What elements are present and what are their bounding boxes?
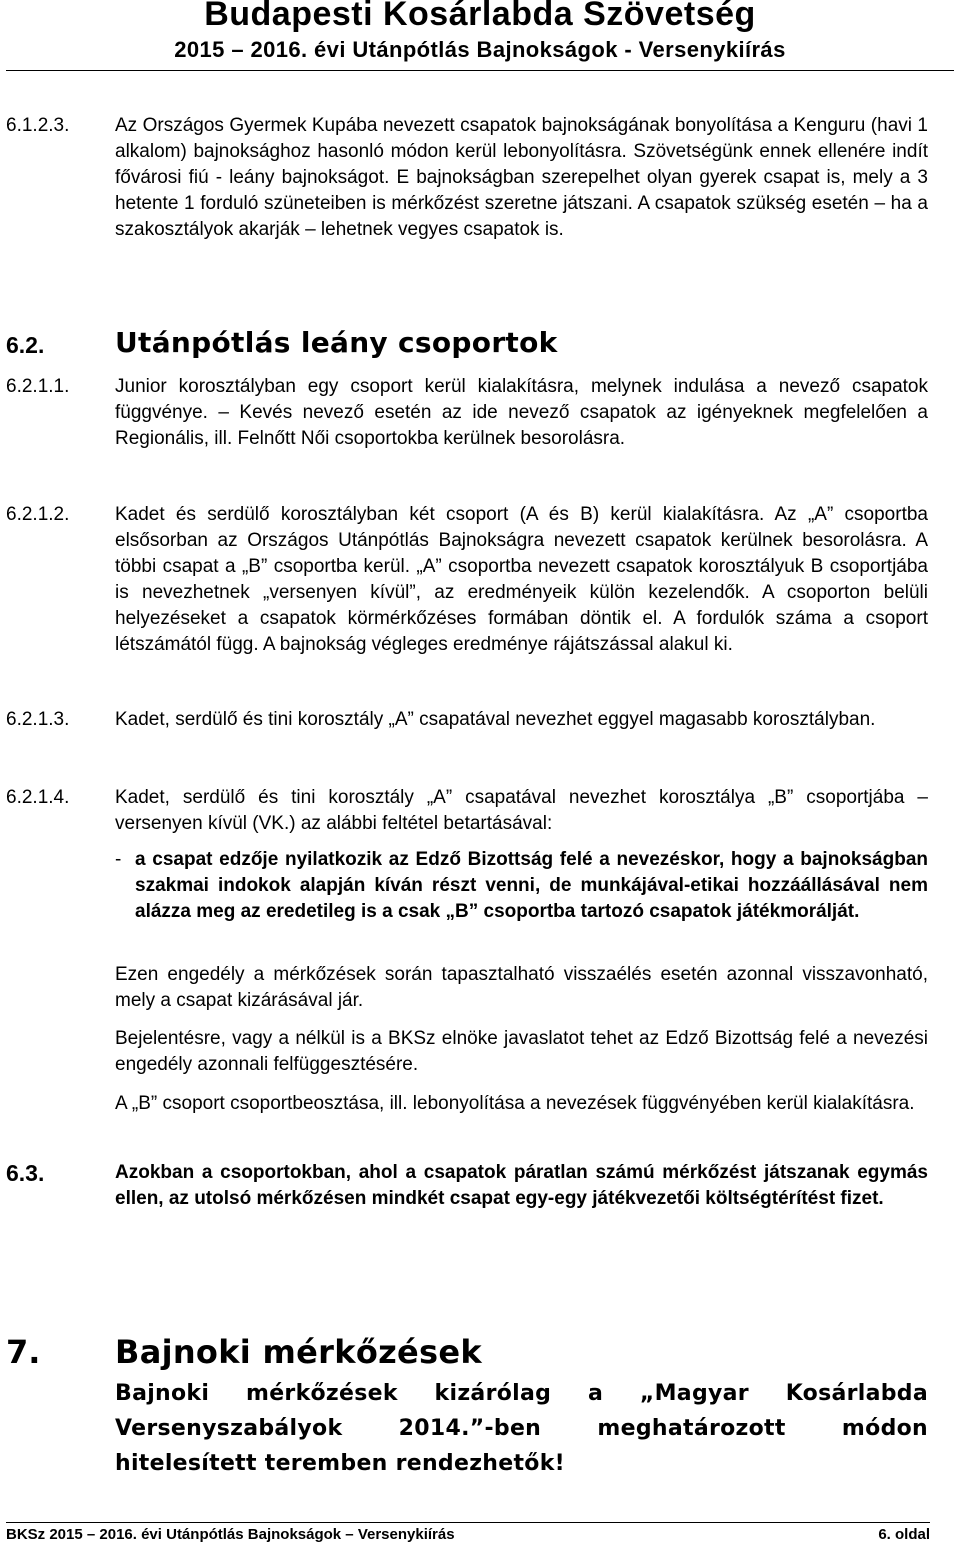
paragraph-group-b: A „B” csoport csoportbeosztása, ill. lebonyolítása a nevezések függvényében kerül kialakításra. xyxy=(115,1093,915,1114)
footer-page-number: 6. oldal xyxy=(878,1526,930,1543)
section-number-6123: 6.1.2.3. xyxy=(6,115,70,136)
section-text-6211: Junior korosztályban egy csoport kerül kialakításra, melynek indulása a nevező csapatok függvénye. – Kevés nevező esetén az ide nevező csapatok az igényeknek megfelelően a Regionális, ill. Felnőtt Női csoportokba kerülnek besorolásra. xyxy=(115,376,928,449)
condition-bullet: - xyxy=(115,849,122,870)
section-number-7: 7. xyxy=(6,1333,41,1371)
footer-divider xyxy=(6,1522,930,1523)
header-subtitle: 2015 – 2016. évi Utánpótlás Bajnokságok - Versenykiírás xyxy=(174,37,786,62)
section-number-6213: 6.2.1.3. xyxy=(6,709,70,730)
section-number-6214: 6.2.1.4. xyxy=(6,787,70,808)
footer-left: BKSz 2015 – 2016. évi Utánpótlás Bajnokságok – Versenykiírás xyxy=(6,1526,455,1543)
section-number-62: 6.2. xyxy=(6,332,45,358)
section-title-62: Utánpótlás leány csoportok xyxy=(115,326,558,359)
section-number-63: 6.3. xyxy=(6,1160,45,1186)
condition-text: a csapat edzője nyilatkozik az Edző Bizottság felé a nevezéskor, hogy a bajnokságban szakmai indokok alapján kíván részt venni, de munkájával-etikai hozzáállásával nem alázza meg az eredetileg is a csak „B” csoportba tartozó csapatok játékmorálját. xyxy=(135,849,928,922)
section-text-6212: Kadet és serdülő korosztályban két csoport (A és B) kerül kialakításra. Az „A” csoportba elsősorban az Országos Utánpótlás Bajnokságra nevezett csapatok kerülnek besorolásra. A többi csapat a „B” csoportba kerül. „A” csoportba nevezett csapatok korosztályuk B csoportjába is nevezhetnek „versenyen kívül”, az eredményeik külön kezelendők. A csoporton belüli helyezéseket a csapatok körmérkőzéses formában döntik el. A fordulók száma a csoport létszámától függ. A bajnokság végleges eredménye rájátszással alakul ki. xyxy=(115,504,928,655)
section-text-6214: Kadet, serdülő és tini korosztály „A” csapatával nevezhet korosztálya „B” csoportjába – versenyen kívül (VK.) az alábbi feltétel betartásával: xyxy=(115,787,928,834)
section-number-6211: 6.2.1.1. xyxy=(6,376,70,397)
section-text-63: Azokban a csoportokban, ahol a csapatok páratlan számú mérkőzést játszanak egymás ellen, az utolsó mérkőzésen mindkét csapat egy-egy játékvezetői költségtérítést fizet. xyxy=(115,1162,928,1209)
section-text-6123: Az Országos Gyermek Kupába nevezett csapatok bajnokságának bonyolítása a Kenguru (havi 1 alkalom) bajnoksághoz hasonló módon kerül lebonyolításra. Szövetségünk ennek ellenére indít fővárosi fiú - leány bajnokságot. E bajnokságban szerepelhet olyan gyerek csapat is, mely a 3 hetente 1 forduló szüneteiben is mérkőzést szeretne játszani. A csapatok szükség esetén – ha a szakosztályok akarják – lehetnek vegyes csapatok is. xyxy=(115,115,928,240)
section-number-6212: 6.2.1.2. xyxy=(6,504,70,525)
section-text-6213: Kadet, serdülő és tini korosztály „A” csapatával nevezhet eggyel magasabb korosztályban. xyxy=(115,709,876,730)
header-divider xyxy=(6,70,954,71)
section-title-7: Bajnoki mérkőzések xyxy=(115,1333,482,1371)
header-title: Budapesti Kosárlabda Szövetség xyxy=(204,0,756,33)
section-text-7: Bajnoki mérkőzések kizárólag a „Magyar Kosárlabda Versenyszabályok 2014.”-ben meghatározott módon hitelesített teremben rendezhetők! xyxy=(115,1381,928,1476)
paragraph-suspension: Bejelentésre, vagy a nélkül is a BKSz elnöke javaslatot tehet az Edző Bizottság felé a nevezési engedély azonnali felfüggesztésére. xyxy=(115,1028,928,1075)
paragraph-revocation: Ezen engedély a mérkőzések során tapasztalható visszaélés esetén azonnal visszavonható, mely a csapat kizárásával jár. xyxy=(115,964,928,1011)
